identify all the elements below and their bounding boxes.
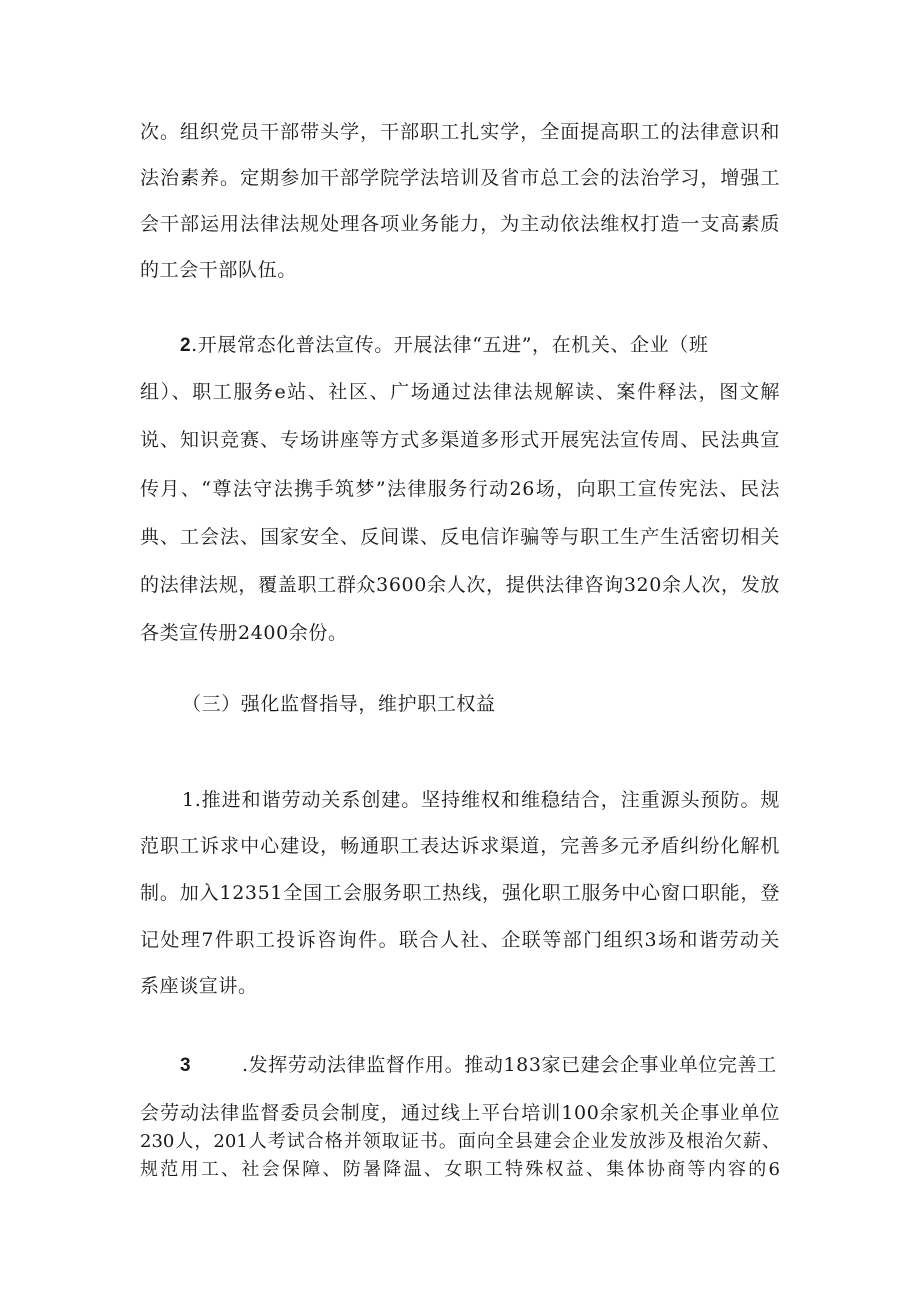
paragraph-2-line-7: 各类宣传册2400余份。 — [140, 622, 348, 644]
paragraph-2-line-1 — [180, 333, 780, 358]
paragraph-1-line-4: 的工会干部队伍。 — [140, 259, 297, 281]
paragraph-4-line-2: 会劳动法律监督委员会制度，通过线上平台培训100余家机关企事业单位 — [140, 1102, 780, 1124]
paragraph-3-line-3: 制。加入12351全国工会服务职工热线，强化职工服务中心窗口职能，登 — [140, 882, 780, 904]
paragraph-4-number: 3 — [180, 1055, 192, 1076]
paragraph-4-line-3: 230人，201人考试合格并领取证书。面向全县建会企业发放涉及根治欠薪、 — [140, 1131, 780, 1152]
paragraph-2-line-3: 说、知识竞赛、专场讲座等方式多渠道多形式开展宪法宣传周、民法典宣 — [140, 429, 780, 451]
section-heading-3: （三）强化监督指导，维护职工权益 — [182, 693, 496, 715]
paragraph-2-line-5: 典、工会法、国家安全、反间谍、反电信诈骗等与职工生产生活密切相关 — [140, 526, 780, 548]
paragraph-4-line-1 — [180, 1053, 780, 1078]
paragraph-3-line-4: 记处理7件职工投诉咨询件。联合人社、企联等部门组织3场和谐劳动关 — [140, 929, 780, 951]
paragraph-2-number: 2 — [180, 335, 192, 356]
paragraph-2-first-line-text: .开展常态化普法宣传。开展法律“五进”，在机关、企业（班 — [191, 334, 709, 356]
paragraph-3-line-5: 系座谈宣讲。 — [140, 975, 258, 997]
paragraph-1-line-1: 次。组织党员干部带头学，干部职工扎实学，全面提高职工的法律意识和 — [140, 121, 780, 143]
paragraph-1-line-3: 会干部运用法律法规处理各项业务能力，为主动依法维权打造一支高素质 — [140, 213, 780, 235]
paragraph-3-line-2: 范职工诉求中心建设，畅通职工表达诉求渠道，完善多元矛盾纠纷化解机 — [140, 835, 780, 857]
paragraph-1-line-2: 法治素养。定期参加干部学院学法培训及省市总工会的法治学习，增强工 — [140, 167, 780, 189]
paragraph-4-first-line-text: .发挥劳动法律监督作用。推动183家已建会企事业单位完善工 — [242, 1054, 777, 1076]
paragraph-2-line-2: 组）、职工服务e站、社区、广场通过法律法规解读、案件释法，图文解 — [140, 381, 780, 403]
paragraph-4-line-4: 规范用工、社会保障、防暑降温、女职工特殊权益、集体协商等内容的6 — [140, 1159, 780, 1180]
paragraph-2-line-4: 传月、“尊法守法携手筑梦”法律服务行动26场，向职工宣传宪法、民法 — [140, 478, 780, 500]
paragraph-3-line-1: 1.推进和谐劳动关系创建。坚持维权和维稳结合，注重源头预防。规 — [182, 789, 780, 811]
paragraph-2-line-6: 的法律法规，覆盖职工群众3600余人次，提供法律咨询320余人次，发放 — [140, 574, 780, 596]
